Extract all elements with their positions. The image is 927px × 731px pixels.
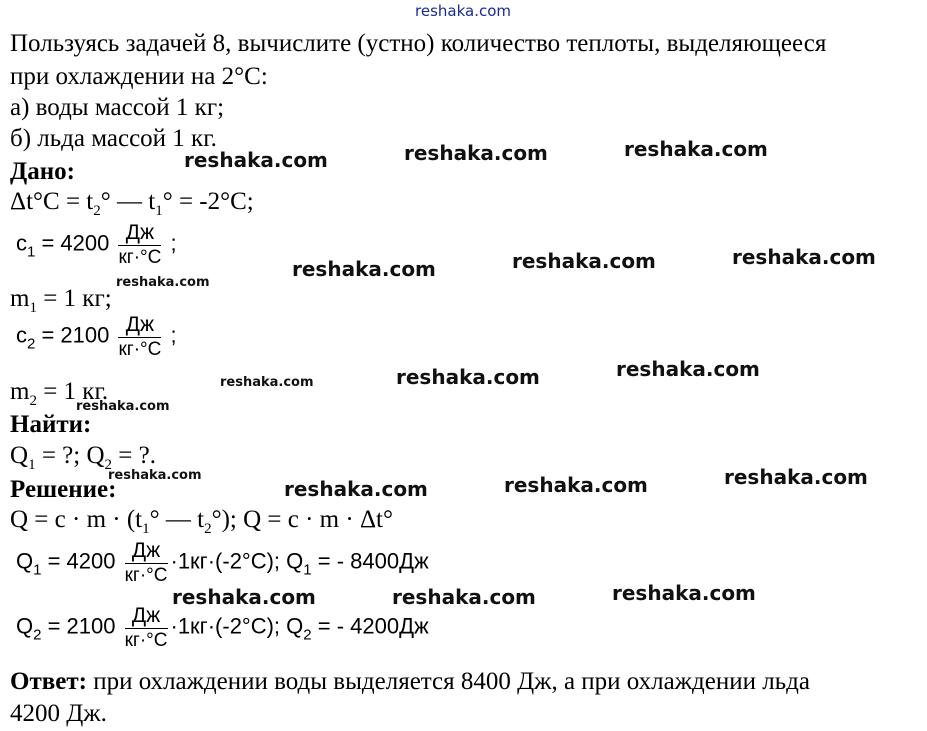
m1-rest: = 1 кг;	[36, 285, 112, 312]
find-q2-sub: 2	[104, 457, 113, 473]
find-q1: Q	[10, 442, 29, 469]
problem-line-2: при охлаждении на 2°C:	[10, 63, 268, 90]
eq1-lhs: Q	[16, 548, 34, 574]
watermark: reshaka.com	[396, 365, 540, 389]
c2-end: ;	[170, 322, 177, 348]
watermark: reshaka.com	[172, 585, 316, 609]
formula-c: °); Q = c · m · Δt°	[211, 506, 393, 533]
given-heading: Дано:	[10, 158, 75, 185]
given-c1	[16, 222, 177, 267]
m1-sub: 1	[29, 300, 37, 316]
eq1-value: = 4200	[41, 548, 116, 574]
watermark: reshaka.com	[616, 357, 760, 381]
problem-line-3: а) воды массой 1 кг;	[10, 94, 225, 121]
eq2-rest: ·1кг·(-2°C); Q	[170, 613, 304, 639]
c1-value: = 4200	[35, 230, 110, 256]
find-q2-rest: = ?.	[112, 442, 156, 469]
watermark: reshaka.com	[184, 148, 328, 172]
watermark: reshaka.com	[612, 581, 756, 605]
c2-unit-num: Дж	[118, 314, 161, 338]
m2-sub: 2	[29, 393, 37, 409]
c2-value: = 2100	[35, 322, 110, 348]
answer-line-2: 4200 Дж.	[10, 700, 107, 727]
watermark: reshaka.com	[504, 473, 648, 497]
watermark: reshaka.com	[732, 245, 876, 269]
eq2-unit-den: кг·°C	[124, 630, 168, 651]
delta-t-text-a: Δt°C = t	[10, 188, 94, 215]
eq2-rest-sub: 2	[303, 626, 312, 644]
eq1-lhs-sub: 1	[33, 561, 42, 579]
c2-sub: 2	[27, 335, 36, 353]
c2-name: c	[16, 322, 27, 348]
watermark: reshaka.com	[220, 375, 314, 390]
m1-name: m	[10, 285, 30, 312]
watermark: reshaka.com	[392, 585, 536, 609]
eq1-rest: ·1кг·(-2°C); Q	[170, 548, 304, 574]
find-q1-rest: = ?;	[35, 442, 87, 469]
eq2-lhs: Q	[16, 613, 34, 639]
eq1-result: = - 8400Дж	[311, 548, 429, 574]
formula-a: Q = c · m · (t	[10, 506, 143, 533]
answer-label: Ответ:	[10, 668, 87, 695]
delta-t-text-b: ° — t	[100, 188, 156, 215]
c1-unit-fraction	[118, 222, 161, 267]
eq2-value: = 2100	[41, 613, 116, 639]
eq2-lhs-sub: 2	[33, 626, 42, 644]
eq1-unit-fraction	[125, 540, 168, 585]
eq1-unit-den: кг·°C	[124, 565, 168, 586]
c1-end: ;	[170, 230, 177, 256]
c2-unit-fraction	[118, 314, 161, 359]
watermark: reshaka.com	[512, 249, 656, 273]
solution-heading: Решение:	[10, 476, 117, 503]
m2-name: m	[10, 378, 30, 405]
find-heading: Найти:	[10, 411, 92, 438]
watermark: reshaka.com	[108, 468, 202, 483]
given-delta-t	[10, 188, 254, 225]
c1-name: c	[16, 230, 27, 256]
answer-text-1: при охлаждении воды выделяется 8400 Дж, а при охлаждении льда	[86, 668, 810, 695]
problem-line-1: Пользуясь задачей 8, вычислите (устно) количество теплоты, выделяющееся	[10, 30, 827, 57]
formula-sub-2: 2	[204, 521, 212, 537]
watermark: reshaka.com	[624, 137, 768, 161]
c2-unit-den: кг·°C	[118, 339, 162, 360]
find-q2: Q	[86, 442, 105, 469]
solution-eq1	[16, 540, 429, 585]
delta-t-sub-2: 2	[93, 203, 101, 219]
eq2-result: = - 4200Дж	[311, 613, 429, 639]
formula-b: ° — t	[149, 506, 205, 533]
solution-eq2	[16, 605, 429, 650]
watermark: reshaka.com	[116, 275, 210, 290]
header-watermark: reshaka.com	[415, 2, 511, 20]
watermark: reshaka.com	[724, 465, 868, 489]
solution-formula	[10, 506, 393, 543]
watermark: reshaka.com	[404, 141, 548, 165]
delta-t-sub-1: 1	[155, 203, 163, 219]
problem-line-4: б) льда массой 1 кг.	[10, 125, 217, 152]
eq1-rest-sub: 1	[303, 561, 312, 579]
delta-t-text-c: ° = -2°C;	[162, 188, 254, 215]
given-c2	[16, 314, 177, 359]
eq1-unit-num: Дж	[125, 540, 168, 564]
c1-sub: 1	[27, 243, 36, 261]
c1-unit-num: Дж	[118, 222, 161, 246]
c1-unit-den: кг·°C	[118, 247, 162, 268]
find-q1-sub: 1	[28, 457, 36, 473]
watermark: reshaka.com	[284, 477, 428, 501]
answer-line-1	[10, 668, 810, 696]
formula-sub-1: 1	[142, 521, 150, 537]
m2-rest: = 1 кг.	[36, 378, 109, 405]
eq2-unit-num: Дж	[125, 605, 168, 629]
watermark: reshaka.com	[76, 399, 170, 414]
watermark: reshaka.com	[292, 257, 436, 281]
eq2-unit-fraction	[125, 605, 168, 650]
